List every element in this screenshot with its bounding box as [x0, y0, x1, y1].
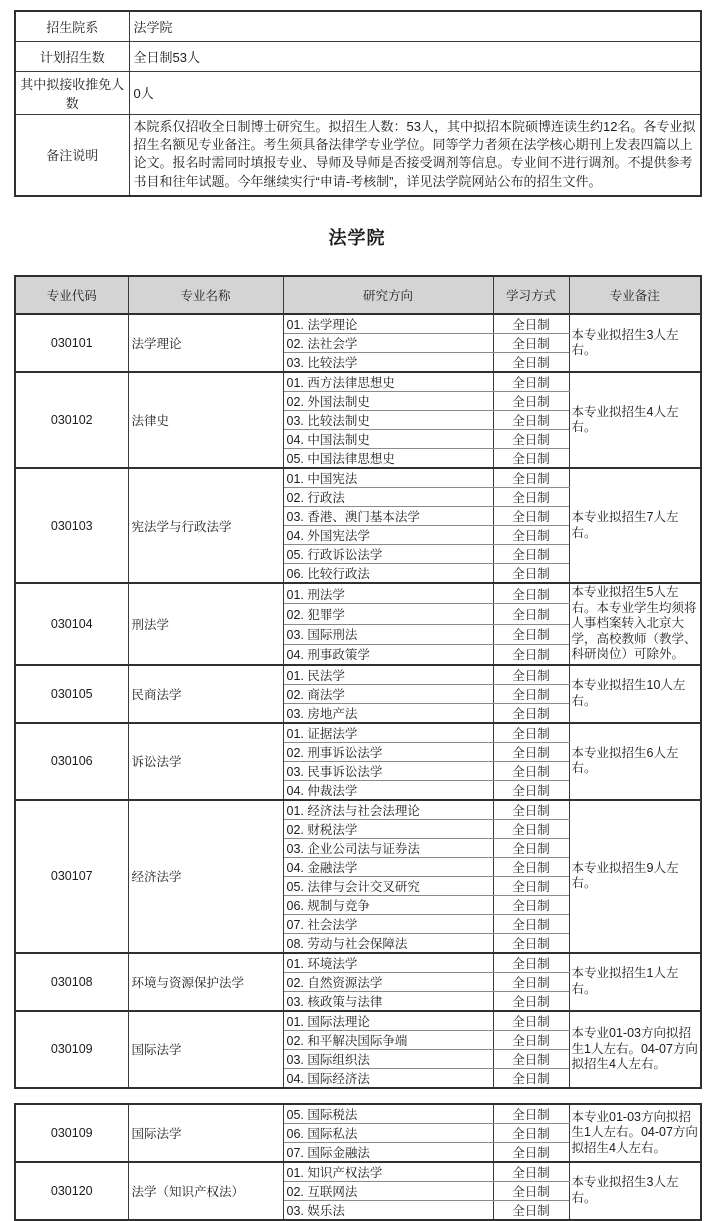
direction-label: 01. 中国宪法 [283, 468, 493, 488]
study-mode: 全日制 [493, 953, 569, 973]
study-mode: 全日制 [493, 411, 569, 430]
program-code: 030109 [15, 1011, 128, 1088]
direction-row [15, 800, 701, 820]
study-mode: 全日制 [493, 1200, 569, 1220]
direction-label: 01. 刑法学 [283, 583, 493, 604]
study-mode: 全日制 [493, 507, 569, 526]
program-name: 法律史 [128, 372, 283, 468]
program-name: 经济法学 [128, 800, 283, 953]
info-row-value: 0人 [129, 71, 701, 114]
direction-label: 06. 比较行政法 [283, 564, 493, 584]
program-code: 030103 [15, 468, 128, 583]
direction-label: 07. 社会法学 [283, 914, 493, 933]
study-mode: 全日制 [493, 703, 569, 723]
direction-row [15, 1011, 701, 1031]
study-mode: 全日制 [493, 1123, 569, 1142]
info-row [15, 71, 701, 114]
study-mode: 全日制 [493, 468, 569, 488]
program-remark: 本专业01-03方向拟招生1人左右。04-07方向拟招生4人左右。 [569, 1011, 701, 1088]
program-name: 民商法学 [128, 665, 283, 723]
study-mode: 全日制 [493, 392, 569, 411]
direction-row [15, 665, 701, 685]
direction-label: 02. 外国法制史 [283, 392, 493, 411]
column-header: 专业名称 [128, 276, 283, 314]
study-mode: 全日制 [493, 933, 569, 953]
direction-label: 02. 自然资源法学 [283, 972, 493, 991]
study-mode: 全日制 [493, 838, 569, 857]
direction-row [15, 723, 701, 743]
info-row-label: 其中拟接收推免人数 [15, 71, 129, 114]
direction-label: 04. 外国宪法学 [283, 526, 493, 545]
column-header: 专业备注 [569, 276, 701, 314]
program-code: 030104 [15, 583, 128, 665]
direction-label: 02. 商法学 [283, 684, 493, 703]
study-mode: 全日制 [493, 1049, 569, 1068]
direction-label: 04. 国际经济法 [283, 1068, 493, 1088]
study-mode: 全日制 [493, 604, 569, 624]
direction-label: 04. 中国法制史 [283, 430, 493, 449]
direction-label: 03. 国际组织法 [283, 1049, 493, 1068]
program-remark: 本专业拟招生9人左右。 [569, 800, 701, 953]
program-remark: 本专业拟招生6人左右。 [569, 723, 701, 800]
direction-label: 02. 刑事诉讼法学 [283, 742, 493, 761]
direction-label: 01. 证据法学 [283, 723, 493, 743]
direction-label: 01. 西方法律思想史 [283, 372, 493, 392]
direction-row [15, 372, 701, 392]
program-name: 法学理论 [128, 314, 283, 372]
direction-row [15, 953, 701, 973]
study-mode: 全日制 [493, 800, 569, 820]
direction-label: 05. 法律与会计交叉研究 [283, 876, 493, 895]
direction-label: 06. 规制与竞争 [283, 895, 493, 914]
direction-label: 03. 比较法制史 [283, 411, 493, 430]
info-table [14, 10, 702, 197]
direction-row [15, 1104, 701, 1124]
study-mode: 全日制 [493, 372, 569, 392]
direction-label: 02. 行政法 [283, 488, 493, 507]
study-mode: 全日制 [493, 876, 569, 895]
program-code: 030105 [15, 665, 128, 723]
study-mode: 全日制 [493, 1104, 569, 1124]
program-name: 诉讼法学 [128, 723, 283, 800]
info-row [15, 11, 701, 41]
program-code: 030120 [15, 1162, 128, 1220]
program-name: 刑法学 [128, 583, 283, 665]
direction-row [15, 468, 701, 488]
program-code: 030108 [15, 953, 128, 1011]
direction-label: 06. 国际私法 [283, 1123, 493, 1142]
info-row [15, 114, 701, 196]
direction-row [15, 314, 701, 334]
info-row-label: 备注说明 [15, 114, 129, 196]
study-mode: 全日制 [493, 1162, 569, 1182]
direction-label: 04. 仲裁法学 [283, 780, 493, 800]
info-row [15, 41, 701, 71]
direction-label: 03. 国际刑法 [283, 624, 493, 644]
program-name: 法学（知识产权法） [128, 1162, 283, 1220]
program-remark: 本专业拟招生1人左右。 [569, 953, 701, 1011]
study-mode: 全日制 [493, 526, 569, 545]
direction-label: 03. 比较法学 [283, 353, 493, 373]
direction-label: 05. 行政诉讼法学 [283, 545, 493, 564]
study-mode: 全日制 [493, 991, 569, 1011]
program-remark: 本专业拟招生4人左右。 [569, 372, 701, 468]
direction-label: 03. 娱乐法 [283, 1200, 493, 1220]
direction-label: 03. 核政策与法律 [283, 991, 493, 1011]
direction-label: 03. 房地产法 [283, 703, 493, 723]
direction-label: 02. 犯罪学 [283, 604, 493, 624]
direction-label: 02. 互联网法 [283, 1181, 493, 1200]
program-remark: 本专业拟招生3人左右。 [569, 314, 701, 372]
program-remark: 本专业拟招生5人左右。本专业学生均须将人事档案转入北京大学，高校教师（教学、科研岗位）可除外。 [569, 583, 701, 665]
program-remark: 本专业01-03方向拟招生1人左右。04-07方向拟招生4人左右。 [569, 1104, 701, 1162]
study-mode: 全日制 [493, 1030, 569, 1049]
direction-label: 01. 知识产权法学 [283, 1162, 493, 1182]
table-gap [14, 1089, 700, 1103]
column-header: 学习方式 [493, 276, 569, 314]
study-mode: 全日制 [493, 972, 569, 991]
direction-label: 07. 国际金融法 [283, 1142, 493, 1162]
study-mode: 全日制 [493, 1068, 569, 1088]
info-row-label: 招生院系 [15, 11, 129, 41]
study-mode: 全日制 [493, 430, 569, 449]
study-mode: 全日制 [493, 761, 569, 780]
program-remark: 本专业拟招生10人左右。 [569, 665, 701, 723]
study-mode: 全日制 [493, 684, 569, 703]
study-mode: 全日制 [493, 545, 569, 564]
direction-label: 01. 法学理论 [283, 314, 493, 334]
direction-label: 01. 国际法理论 [283, 1011, 493, 1031]
program-table-continuation [14, 1103, 702, 1221]
program-table-continuation-body [15, 1104, 701, 1220]
program-name: 环境与资源保护法学 [128, 953, 283, 1011]
study-mode: 全日制 [493, 624, 569, 644]
header-row [15, 276, 701, 314]
study-mode: 全日制 [493, 914, 569, 933]
direction-label: 02. 财税法学 [283, 819, 493, 838]
program-remark: 本专业拟招生7人左右。 [569, 468, 701, 583]
study-mode: 全日制 [493, 334, 569, 353]
direction-label: 05. 国际税法 [283, 1104, 493, 1124]
program-code: 030106 [15, 723, 128, 800]
study-mode: 全日制 [493, 488, 569, 507]
program-code: 030101 [15, 314, 128, 372]
info-row-value: 全日制53人 [129, 41, 701, 71]
program-name: 国际法学 [128, 1011, 283, 1088]
direction-label: 04. 金融法学 [283, 857, 493, 876]
program-name: 宪法学与行政法学 [128, 468, 283, 583]
info-table-body [15, 11, 701, 196]
study-mode: 全日制 [493, 1181, 569, 1200]
program-table-body [15, 314, 701, 1088]
program-code: 030109 [15, 1104, 128, 1162]
study-mode: 全日制 [493, 895, 569, 914]
study-mode: 全日制 [493, 449, 569, 469]
info-row-label: 计划招生数 [15, 41, 129, 71]
program-table-main [14, 275, 702, 1089]
direction-label: 08. 劳动与社会保障法 [283, 933, 493, 953]
study-mode: 全日制 [493, 723, 569, 743]
direction-label: 03. 香港、澳门基本法学 [283, 507, 493, 526]
direction-label: 05. 中国法律思想史 [283, 449, 493, 469]
direction-label: 01. 民法学 [283, 665, 493, 685]
direction-label: 03. 企业公司法与证券法 [283, 838, 493, 857]
study-mode: 全日制 [493, 1142, 569, 1162]
column-header: 专业代码 [15, 276, 128, 314]
study-mode: 全日制 [493, 644, 569, 665]
direction-label: 04. 刑事政策学 [283, 644, 493, 665]
direction-row [15, 1162, 701, 1182]
study-mode: 全日制 [493, 314, 569, 334]
direction-label: 03. 民事诉讼法学 [283, 761, 493, 780]
study-mode: 全日制 [493, 583, 569, 604]
direction-label: 01. 环境法学 [283, 953, 493, 973]
column-header: 研究方向 [283, 276, 493, 314]
study-mode: 全日制 [493, 742, 569, 761]
program-name: 国际法学 [128, 1104, 283, 1162]
program-table-header [15, 276, 701, 314]
info-row-value: 本院系仅招收全日制博士研究生。拟招生人数：53人，其中拟招本院硕博连读生约12名。各专业拟招生名额见专业备注。考生须具备法律学专业学位。同等学力者须在法学核心期刊上发表四篇以上论文。报名时需同时填报专业、导师及导师是否接受调剂等信息。专业间不进行调剂。不提供参考书目和往年试题。今年继续实行“申请-考核制”，详见法学院网站公布的招生文件。 [129, 114, 701, 196]
direction-row [15, 583, 701, 604]
study-mode: 全日制 [493, 665, 569, 685]
study-mode: 全日制 [493, 857, 569, 876]
program-code: 030102 [15, 372, 128, 468]
study-mode: 全日制 [493, 780, 569, 800]
study-mode: 全日制 [493, 564, 569, 584]
info-row-value: 法学院 [129, 11, 701, 41]
program-remark: 本专业拟招生3人左右。 [569, 1162, 701, 1220]
study-mode: 全日制 [493, 353, 569, 373]
section-title: 法学院 [328, 228, 386, 249]
direction-label: 02. 法社会学 [283, 334, 493, 353]
study-mode: 全日制 [493, 1011, 569, 1031]
direction-label: 01. 经济法与社会法理论 [283, 800, 493, 820]
study-mode: 全日制 [493, 819, 569, 838]
direction-label: 02. 和平解决国际争端 [283, 1030, 493, 1049]
program-code: 030107 [15, 800, 128, 953]
